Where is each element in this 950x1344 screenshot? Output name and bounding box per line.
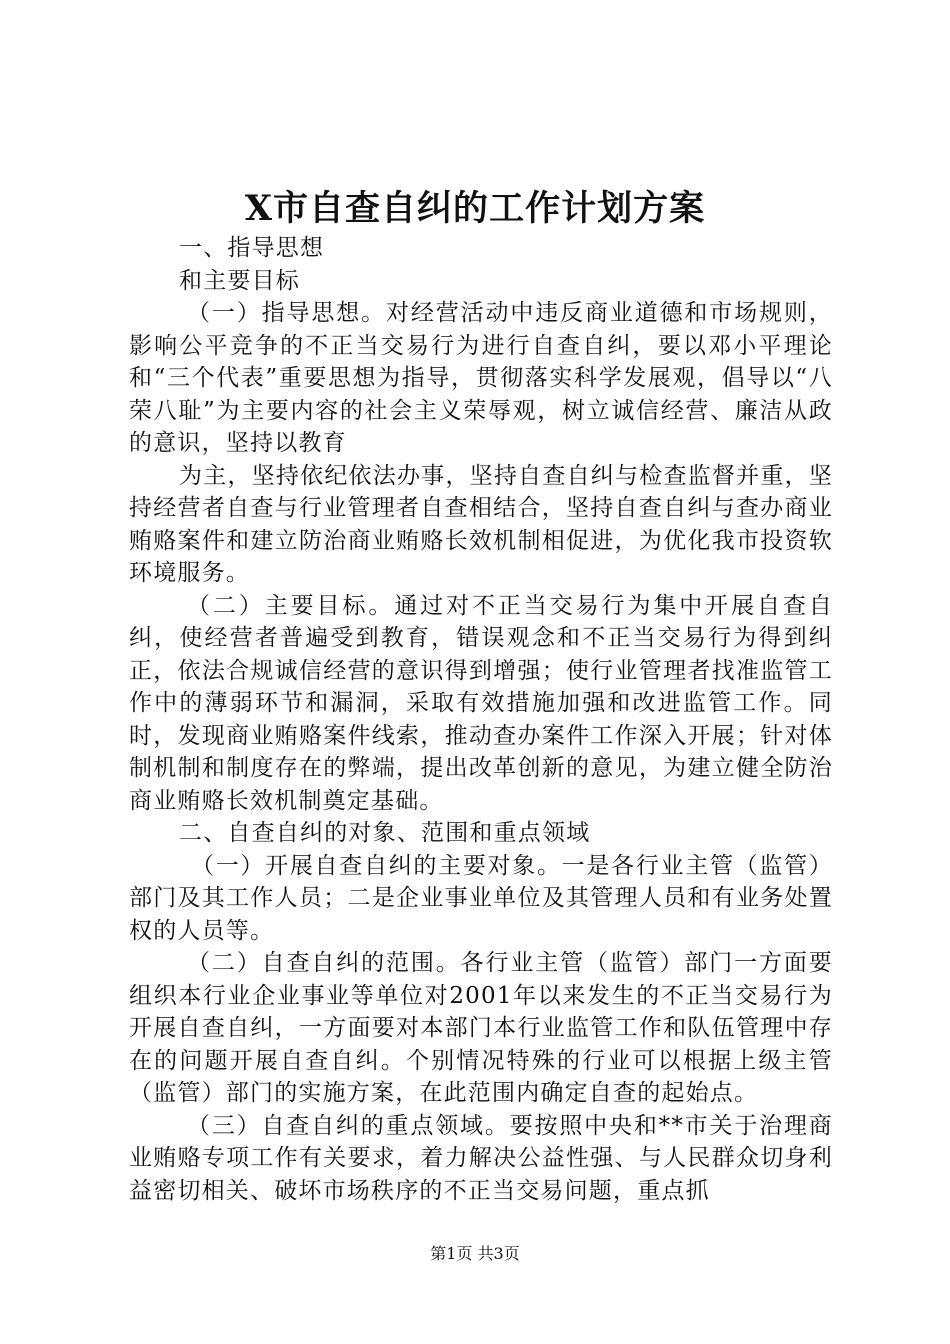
paragraph: （二）自查自纠的范围。各行业主管（监管）部门一方面要组织本行业企业事业等单位对2001年以来发生的不正当交易行为开展自查自纠，一方面要对本部门本行业监管工作和队伍管理中存在的问题开展自查自纠。个别情况特殊的行业可以根据上级主管（监管）部门的实施方案，在此范围内确定自查的起始点。 [129, 950, 833, 1106]
paragraph: （一）指导思想。对经营活动中违反商业道德和市场规则，影响公平竞争的不正当交易行为进行自查自纠，要以邓小平理论和“三个代表”重要思想为指导，贯彻落实科学发展观，倡导以“八荣八耻”为主要内容的社会主义荣辱观，树立诚信经营、廉洁从政的意识，坚持以教育 [129, 300, 833, 456]
section-heading: 一、指导思想 [179, 235, 325, 261]
page-number-footer: 第1页 共3页 [430, 1244, 520, 1263]
paragraph: （二）主要目标。通过对不正当交易行为集中开展自查自纠，使经营者普遍受到教育，错误观念和不正当交易行为得到纠正，依法合规诚信经营的意识得到增强；使行业管理者找准监管工作中的薄弱环节和漏洞，采取有效措施加强和改进监管工作。同时，发现商业贿赂案件线索，推动查办案件工作深入开展；针对体制机制和制度存在的弊端，提出改革创新的意见，为建立健全防治商业贿赂长效机制奠定基础。 [129, 592, 833, 814]
paragraph: （三）自查自纠的重点领域。要按照中央和**市关于治理商业贿赂专项工作有关要求，着力解决公益性强、与人民群众切身利益密切相关、破坏市场秩序的不正当交易问题，重点抓 [129, 1112, 833, 1204]
document-body [129, 232, 833, 1207]
paragraph: （一）开展自查自纠的主要对象。一是各行业主管（监管）部门及其工作人员；二是企业事业单位及其管理人员和有业务处置权的人员等。 [129, 852, 833, 944]
section-heading-continuation: 和主要目标 [179, 267, 300, 294]
section-heading: 二、自查自纠的对象、范围和重点领域 [179, 820, 591, 846]
paragraph: 为主，坚持依纪依法办事，坚持自查自纠与检查监督并重，坚持经营者自查与行业管理者自查相结合，坚持自查自纠与查办商业贿赂案件和建立防治商业贿赂长效机制相促进，为优化我市投资软环境服务。 [129, 462, 833, 586]
document-title: X市自查自纠的工作计划方案 [244, 188, 706, 229]
